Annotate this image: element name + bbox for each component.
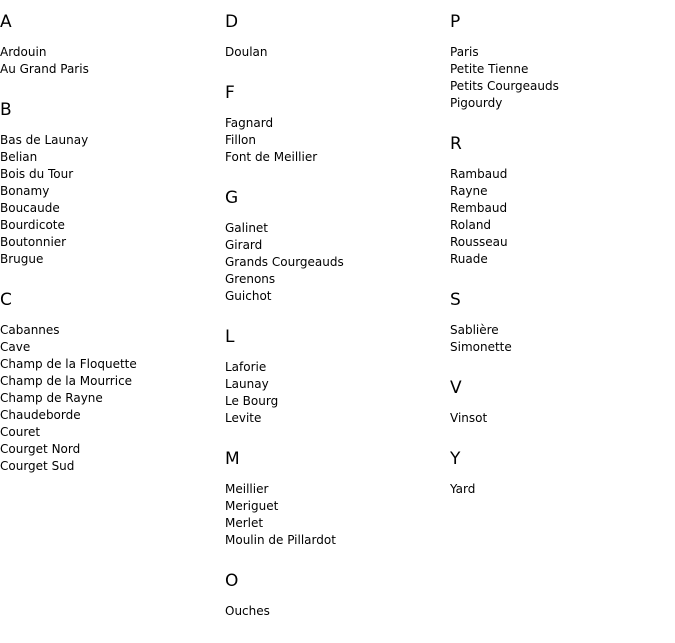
letter-heading: G bbox=[225, 188, 239, 208]
letter-heading: B bbox=[0, 100, 12, 120]
place-link[interactable]: Courget Sud bbox=[0, 459, 75, 473]
letter-group bbox=[225, 82, 450, 166]
letter-heading: L bbox=[225, 327, 235, 347]
place-link[interactable]: Couret bbox=[0, 425, 41, 439]
letter-group bbox=[450, 11, 675, 112]
place-link[interactable]: Merlet bbox=[225, 516, 264, 530]
letter-group bbox=[450, 377, 675, 427]
place-link[interactable]: Fillon bbox=[225, 133, 256, 147]
place-link[interactable]: Meillier bbox=[225, 482, 269, 496]
entry-list bbox=[225, 115, 450, 166]
entry-list bbox=[225, 44, 450, 61]
place-link[interactable]: Champ de Rayne bbox=[0, 391, 103, 405]
letter-group bbox=[450, 289, 675, 356]
place-link[interactable]: Moulin de Pillardot bbox=[225, 533, 336, 547]
entry-list bbox=[450, 481, 675, 498]
place-link[interactable]: Bas de Launay bbox=[0, 133, 89, 147]
place-link[interactable]: Brugue bbox=[0, 252, 44, 266]
place-link[interactable]: Guichot bbox=[225, 289, 272, 303]
letter-heading: C bbox=[0, 290, 12, 310]
place-link[interactable]: Sablière bbox=[450, 323, 499, 337]
entry-list bbox=[450, 410, 675, 427]
place-link[interactable]: Rayne bbox=[450, 184, 488, 198]
place-link[interactable]: Vinsot bbox=[450, 411, 488, 425]
place-link[interactable]: Grands Courgeauds bbox=[225, 255, 344, 269]
index-column-2 bbox=[225, 11, 450, 641]
entry-list bbox=[225, 359, 450, 427]
place-link[interactable]: Paris bbox=[450, 45, 479, 59]
place-link[interactable]: Simonette bbox=[450, 340, 512, 354]
place-link[interactable]: Laforie bbox=[225, 360, 267, 374]
place-link[interactable]: Rambaud bbox=[450, 167, 508, 181]
letter-heading: M bbox=[225, 449, 240, 469]
entry-list bbox=[0, 322, 225, 475]
letter-heading: F bbox=[225, 83, 235, 103]
place-link[interactable]: Ouches bbox=[225, 604, 270, 618]
letter-group bbox=[0, 99, 225, 268]
entry-list bbox=[0, 132, 225, 268]
place-link[interactable]: Yard bbox=[450, 482, 476, 496]
place-link[interactable]: Bourdicote bbox=[0, 218, 65, 232]
place-link[interactable]: Launay bbox=[225, 377, 269, 391]
letter-heading: D bbox=[225, 12, 239, 32]
entry-list bbox=[450, 166, 675, 268]
letter-heading: V bbox=[450, 378, 462, 398]
letter-group bbox=[450, 133, 675, 268]
letter-group bbox=[225, 448, 450, 549]
place-link[interactable]: Chaudeborde bbox=[0, 408, 81, 422]
place-link[interactable]: Belian bbox=[0, 150, 38, 164]
index-column-1 bbox=[0, 11, 225, 496]
place-link[interactable]: Bois du Tour bbox=[0, 167, 74, 181]
letter-heading: Y bbox=[450, 449, 461, 469]
entry-list bbox=[450, 322, 675, 356]
place-link[interactable]: Boutonnier bbox=[0, 235, 67, 249]
letter-group bbox=[225, 326, 450, 427]
place-link[interactable]: Fagnard bbox=[225, 116, 274, 130]
place-link[interactable]: Bonamy bbox=[0, 184, 50, 198]
place-link[interactable]: Champ de la Mourrice bbox=[0, 374, 133, 388]
place-link[interactable]: Galinet bbox=[225, 221, 269, 235]
letter-group bbox=[225, 570, 450, 620]
letter-heading: P bbox=[450, 12, 461, 32]
place-link[interactable]: Cabannes bbox=[0, 323, 60, 337]
place-link[interactable]: Ardouin bbox=[0, 45, 47, 59]
place-link[interactable]: Courget Nord bbox=[0, 442, 81, 456]
place-link[interactable]: Grenons bbox=[225, 272, 276, 286]
place-link[interactable]: Levite bbox=[225, 411, 262, 425]
letter-group bbox=[225, 11, 450, 61]
place-link[interactable]: Champ de la Floquette bbox=[0, 357, 137, 371]
entry-list bbox=[225, 481, 450, 549]
letter-heading: R bbox=[450, 134, 462, 154]
letter-group bbox=[0, 11, 225, 78]
entry-list bbox=[225, 220, 450, 305]
letter-heading: A bbox=[0, 12, 12, 32]
place-link[interactable]: Ruade bbox=[450, 252, 488, 266]
place-link[interactable]: Font de Meillier bbox=[225, 150, 318, 164]
letter-group bbox=[450, 448, 675, 498]
letter-heading: O bbox=[225, 571, 239, 591]
place-link[interactable]: Pigourdy bbox=[450, 96, 503, 110]
place-link[interactable]: Girard bbox=[225, 238, 263, 252]
place-link[interactable]: Au Grand Paris bbox=[0, 62, 89, 76]
place-link[interactable]: Meriguet bbox=[225, 499, 279, 513]
place-link[interactable]: Doulan bbox=[225, 45, 268, 59]
entry-list bbox=[450, 44, 675, 112]
place-link[interactable]: Boucaude bbox=[0, 201, 60, 215]
index-column-3 bbox=[450, 11, 675, 519]
place-link[interactable]: Rousseau bbox=[450, 235, 508, 249]
place-link[interactable]: Cave bbox=[0, 340, 31, 354]
letter-heading: S bbox=[450, 290, 461, 310]
entry-list bbox=[0, 44, 225, 78]
letter-group bbox=[225, 187, 450, 305]
place-link[interactable]: Petits Courgeauds bbox=[450, 79, 559, 93]
place-link[interactable]: Roland bbox=[450, 218, 492, 232]
entry-list bbox=[225, 603, 450, 620]
place-link[interactable]: Rembaud bbox=[450, 201, 508, 215]
place-link[interactable]: Petite Tienne bbox=[450, 62, 529, 76]
place-link[interactable]: Le Bourg bbox=[225, 394, 279, 408]
letter-group bbox=[0, 289, 225, 475]
